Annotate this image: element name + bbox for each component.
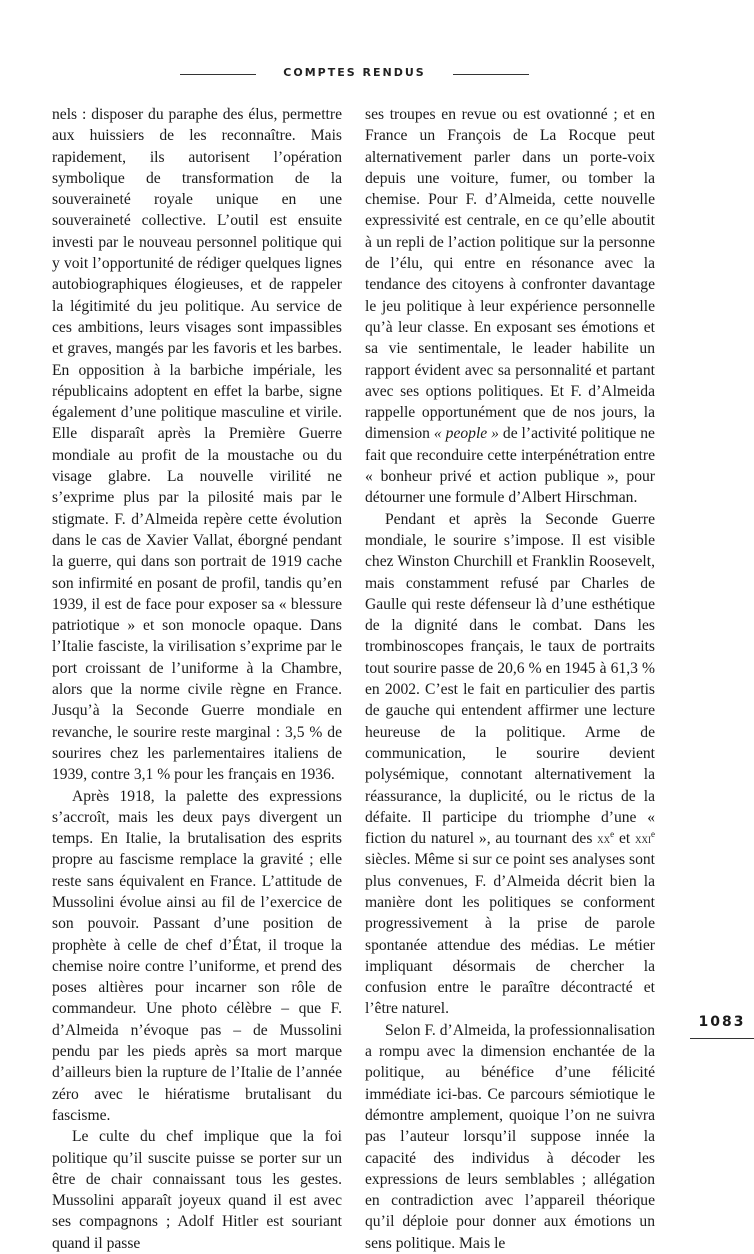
century-numeral: xx	[597, 831, 611, 847]
page-number-bar	[690, 1010, 754, 1039]
header-rule-left	[180, 74, 256, 75]
superscript: e	[651, 828, 655, 839]
paragraph: nels : disposer du paraphe des élus, permettre aux huissiers de les reconnaître. Mais rapidement, ils autorisent l’opération symbolique de transformation de la souveraineté royale unique en une souveraineté collective. L’outil est ensuite investi par le nouveau personnel politique qui y voit l’opportunité de rédiger quelques lignes autobiographiques élogieuses, et de rappeler la légitimité du jeu politique. Au service de ces ambitions, leurs visages sont impassibles et graves, mangés par les favoris et les barbes. En opposition à la barbiche impériale, les républicains adoptent en effet la barbe, signe également d’une politique masculine et virile. Elle disparaît après la Première Guerre mondiale au profit de la moustache ou du visage glabre. La nouvelle virilité ne s’exprime plus par la pilosité mais par le stigmate. F. d’Almeida repère cette évolution dans le cas de Xavier Vallat, éborgné pendant la guerre, qui dans son portrait de 1919 cache son infirmité en posant de profil, tandis qu’en 1939, il est de face pour exposer sa « blessure patriotique » et son monocle opaque. Dans l’Italie fasciste, la virilisation s’exprime par le port croissant de l’uniforme à la Chambre, alors que la norme civile règne en France. Jusqu’à la Seconde Guerre mondiale en revanche, le sourire reste marginal : 3,5 % de sourires chez les parlementaires italiens de 1939, contre 3,1 % pour les français en 1936.	[52, 106, 342, 784]
text-run: siècles. Même si sur ce point ses analyses sont plus convenues, F. d’Almeida décrit bien la manière dont les politiques se conforment progressivement à la prise de parole spontanée attendue des médias. Le métier impliquant désormais de chercher la confusion entre le paraître décontracté et l’être naturel.	[365, 851, 655, 1018]
running-header	[0, 62, 754, 86]
text-run: ses troupes en revue ou est ovationné ; et en France un François de La Rocque peut alternativement parler dans un porte-voix depuis une voiture, fumer, ou tomber la chemise. Pour F. d’Almeida, cette nouvelle expressivité est centrale, en ce qu’elle aboutit à un repli de l’action politique sur la personne de l’élu, qui entre en résonance avec la tendance des citoyens à confronter davantage le jeu politique à leur expérience personnelle qu’à leur classe. En exposant ses émotions et sa vie sentimentale, le leader habilite un rapport évident avec sa personnalité et partant avec ses options politiques. Et F. d’Almeida rappelle opportunément que de nos jours, la dimension	[365, 106, 655, 443]
left-column	[52, 104, 342, 1254]
paragraph	[365, 104, 655, 509]
right-column	[365, 104, 655, 1254]
paragraph: Le culte du chef implique que la foi politique qu’il suscite puisse se porter sur un être de chair connaissant tous les gestes. Mussolini apparaît joyeux quand il est avec ses compagnons ; Adolf Hitler est souriant quand il passe	[52, 1128, 342, 1252]
text-run: Pendant et après la Seconde Guerre mondiale, le sourire s’impose. Il est visible chez Winston Churchill et Franklin Roosevelt, mais constamment refusé par Charles de Gaulle qui reste défenseur là d’une esthétique de la dignité dans le combat. Dans les trombinoscopes français, le taux de portraits tout sourire passe de 20,6 % en 1945 à 61,3 % en 2002. C’est le fait en particulier des partis de gauche qui entendent affirmer une lecture heureuse de la politique. Arme de communication, le sourire devient polysémique, connotant alternativement la réassurance, la duplicité, ou le rictus de la défaite. Il participe du triomphe d’une « fiction du naturel », au tournant des	[365, 510, 655, 848]
paragraph: Après 1918, la palette des expressions s’accroît, mais les deux pays divergent un temps. En Italie, la brutalisation des esprits propre au fascisme remplace la gravité ; elle reste sans équivalent en France. L’attitude de Mussolini évolue ainsi au fil de l’exercice de son pouvoir. Passant d’une position de prophète à celle de chef d’État, il troque la chemise noire contre l’uniforme, et prend des poses altières pour incarner son rôle de commandeur. Une photo célèbre – que F. d’Almeida n’évoque pas – de Mussolini pendu par les pieds après sa mort marque d’ailleurs bien la rupture de l’Italie de l’année zéro avec le hiératisme brutalisant du fascisme.	[52, 787, 342, 1124]
century-numeral: xxi	[635, 831, 651, 847]
superscript: e	[610, 828, 615, 839]
italic-term: « people »	[433, 425, 499, 443]
header-rule-right	[453, 74, 529, 75]
paragraph	[365, 509, 655, 1020]
text-run: et	[618, 830, 631, 848]
header-title: COMPTES RENDUS	[283, 66, 426, 79]
text-run: de l’activité politique ne fait que reconduire cette interpénétration entre « bonheur privé et action publique », pour détourner une formule d’Albert Hirschman.	[365, 425, 655, 507]
paragraph: Selon F. d’Almeida, la professionnalisation a rompu avec la dimension enchantée de la politique, au bénéfice d’une félicité immédiate ici-bas. Ce parcours sémiotique le démontre amplement, quoique l’on ne suivra pas l’auteur lorsqu’il suppose innée la capacité des individus à décoder les expressions de leurs semblables ; allégation en contradiction avec l’appareil théorique qu’il déploie pour donner aux émotions un sens politique. Mais le	[365, 1021, 655, 1252]
page-number: 1083	[698, 1014, 746, 1030]
